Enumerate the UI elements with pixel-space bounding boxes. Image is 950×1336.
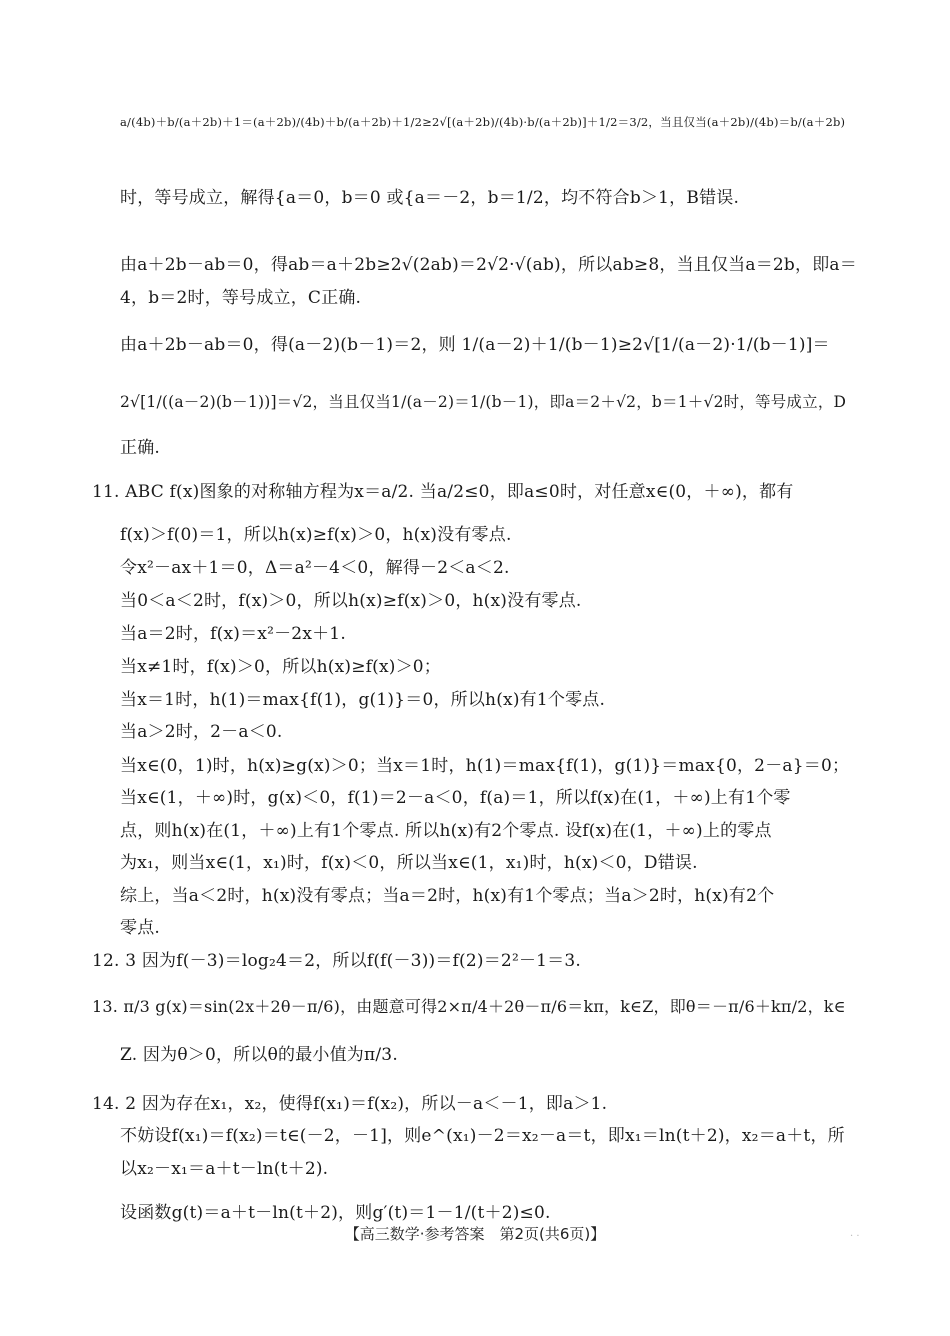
page-footer: 【高三数学·参考答案 第2页(共6页)】 <box>344 1225 606 1243</box>
text-line: 11. ABC f(x)图象的对称轴方程为x＝a/2. 当a/2≤0，即a≤0时，对任意x∈(0，＋∞)，都有 <box>92 482 794 502</box>
text-line: 4，b＝2时，等号成立，C正确. <box>120 288 362 308</box>
text-line: f(x)＞f(0)＝1，所以h(x)≥f(x)＞0，h(x)没有零点. <box>120 525 512 545</box>
text-line: 点，则h(x)在(1，＋∞)上有1个零点. 所以h(x)有2个零点. 设f(x)在(1，＋∞)上的零点 <box>120 821 772 841</box>
text-line: 2√[1/((a－2)(b－1))]＝√2，当且仅当1/(a－2)＝1/(b－1)，即a＝2＋√2，b＝1＋√2时，等号成立，D <box>120 393 847 411</box>
text-line: 令x²－ax＋1＝0，Δ＝a²－4＜0，解得－2＜a＜2. <box>120 558 510 578</box>
text-line: 当0＜a＜2时，f(x)＞0，所以h(x)≥f(x)＞0，h(x)没有零点. <box>120 591 582 611</box>
text-line: Z. 因为θ＞0，所以θ的最小值为π/3. <box>120 1045 398 1065</box>
text-line: 综上，当a＜2时，h(x)没有零点；当a＝2时，h(x)有1个零点；当a＞2时，h(x)有2个 <box>120 886 775 906</box>
text-line: 13. π/3 g(x)＝sin(2x＋2θ－π/6)，由题意可得2×π/4＋2θ－π/6＝kπ，k∈Z，即θ＝－π/6＋kπ/2，k∈ <box>92 997 846 1016</box>
text-line: 为x₁，则当x∈(1，x₁)时，f(x)＜0，所以当x∈(1，x₁)时，h(x)＜0，D错误. <box>120 853 698 873</box>
text-line: 零点. <box>120 918 161 938</box>
text-line: 当x∈(0，1)时，h(x)≥g(x)＞0；当x＝1时，h(1)＝max{f(1)，g(1)}＝max{0，2－a}＝0； <box>120 756 850 776</box>
text-line: 由a＋2b－ab＝0，得(a－2)(b－1)＝2，则 1/(a－2)＋1/(b－1)≥2√[1/(a－2)·1/(b－1)]＝ <box>120 335 830 355</box>
text-line: 不妨设f(x₁)＝f(x₂)＝t∈(－2，－1]，则e^(x₁)－2＝x₂－a＝t，即x₁＝ln(t＋2)，x₂＝a＋t，所 <box>120 1126 845 1146</box>
text-line: a/(4b)＋b/(a＋2b)＋1＝(a＋2b)/(4b)＋b/(a＋2b)＋1/2≥2√[(a＋2b)/(4b)·b/(a＋2b)]＋1/2＝3/2，当且仅当(a＋2b)/(4b)＝b/(a＋2b) <box>120 115 846 129</box>
text-line: 当a＝2时，f(x)＝x²－2x＋1. <box>120 624 346 644</box>
text-line: 当x＝1时，h(1)＝max{f(1)，g(1)}＝0，所以h(x)有1个零点. <box>120 690 606 710</box>
text-line: 设函数g(t)＝a＋t－ln(t＋2)，则g′(t)＝1－1/(t＋2)≤0. <box>120 1203 551 1223</box>
corner-dots: · · <box>850 1231 860 1242</box>
text-line: 正确. <box>120 438 161 458</box>
text-line: 当x∈(1，＋∞)时，g(x)＜0，f(1)＝2－a＜0，f(a)＝1，所以f(x)在(1，＋∞)上有1个零 <box>120 788 791 808</box>
text-line: 由a＋2b－ab＝0，得ab＝a＋2b≥2√(2ab)＝2√2·√(ab)，所以ab≥8，当且仅当a＝2b，即a＝ <box>120 255 857 275</box>
text-line: 当a＞2时，2－a＜0. <box>120 722 283 742</box>
text-line: 12. 3 因为f(－3)＝log₂4＝2，所以f(f(－3))＝f(2)＝2²－1＝3. <box>92 951 582 971</box>
text-line: 当x≠1时，f(x)＞0，所以h(x)≥f(x)＞0； <box>120 657 442 677</box>
text-line: 时，等号成立，解得{a＝0，b＝0 或{a＝－2，b＝1/2，均不符合b＞1，B错误. <box>120 188 740 208</box>
text-line: 14. 2 因为存在x₁，x₂，使得f(x₁)＝f(x₂)，所以－a＜－1，即a＞1. <box>92 1094 608 1114</box>
text-line: 以x₂－x₁＝a＋t－ln(t＋2). <box>120 1159 329 1179</box>
